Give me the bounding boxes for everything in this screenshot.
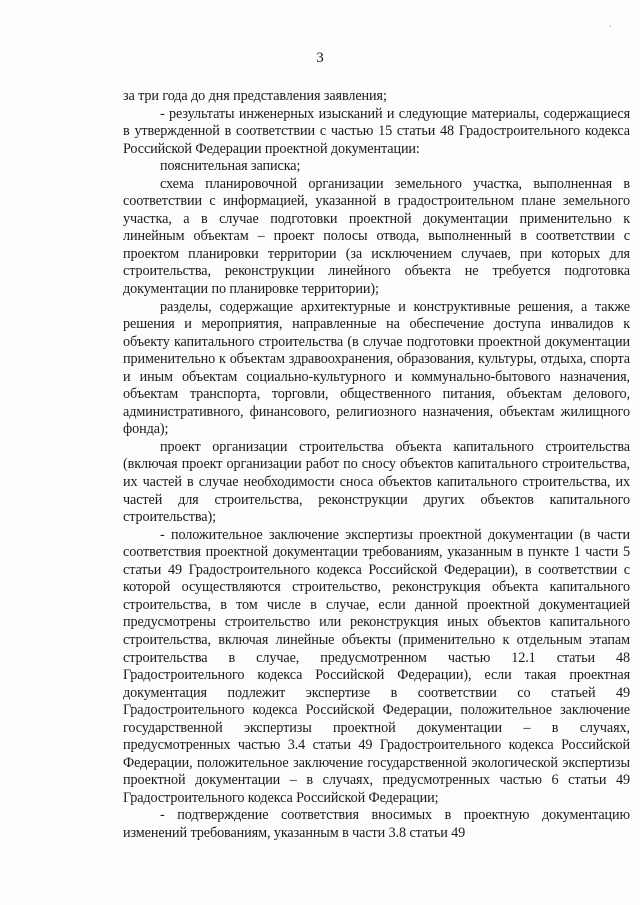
paragraph-8: - подтверждение соответствия вносимых в проектную документацию изменений требованиям, указанным в части 3.8 статьи 49 (123, 807, 630, 841)
paragraph-1: за три года до дня представления заявления; (123, 88, 387, 104)
paragraph-2: - результаты инженерных изысканий и следующие материалы, содержащиеся в утвержденной в соответствии с частью 15 статьи 48 Градостроительного кодекса Российской Федерации проектной документации: (123, 105, 630, 157)
corner-mark: · (608, 22, 612, 33)
page-number: 3 (316, 50, 324, 66)
paragraph-3: пояснительная записка; (160, 158, 301, 175)
paragraph-6: проект организации строительства объекта капитального строительства (включая проект организации работ по сносу объектов капитального строительства, их частей в случае необходимости сноса объектов капитального строительства, их частей для строительства, реконструкции других объектов капитального строительства); (123, 438, 630, 526)
paragraph-4: схема планировочной организации земельного участка, выполненная в соответствии с информацией, указанной в градостроительном плане земельного участка, а в случае подготовки проектной документации применительно к линейным объектам – проект полосы отвода, выполненный в соответствии с проектом планировки территории (за исключением случаев, при которых для строительства, реконструкции линейного объекта не требуется подготовка документации по планировке территории); (123, 175, 630, 298)
paragraph-7: - положительное заключение экспертизы проектной документации (в части соответствия проектной документации требованиям, указанным в пункте 1 части 5 статьи 49 Градостроительного кодекса Российской Федерации), в соответствии с которой осуществляются строительство, реконструкция объекта капитального строительства, в том числе в случае, если данной проектной документацией предусмотрены строительство или реконструкция иных объектов капитального строительства, включая линейные объекты (применительно к отдельным этапам строительства в случае, предусмотренном частью 12.1 статьи 48 Градостроительного кодекса Российской Федерации), если такая проектная документация подлежит экспертизе в соответствии со статьей 49 Градостроительного кодекса Российской Федерации, положительное заключение государственной экспертизы проектной документации – в случаях, предусмотренных частью 3.4 статьи 49 Градостроительного кодекса Российской Федерации, положительное заключение государственной экологической экспертизы проектной документации – в случаях, предусмотренных частью 6 статьи 49 Градостроительного кодекса Российской Федерации; (123, 526, 630, 806)
document-body (123, 88, 630, 843)
paragraph-5: разделы, содержащие архитектурные и конструктивные решения, а также решения и мероприятия, направленные на обеспечение доступа инвалидов к объекту капитального строительства (в случае подготовки проектной документации применительно к объектам здравоохранения, образования, культуры, отдыха, спорта и иным объектам социально-культурного и коммунально-бытового назначения, объектам транспорта, торговли, общественного питания, объектам делового, административного, финансового, религиозного назначения, объектам жилищного фонда); (123, 298, 630, 438)
